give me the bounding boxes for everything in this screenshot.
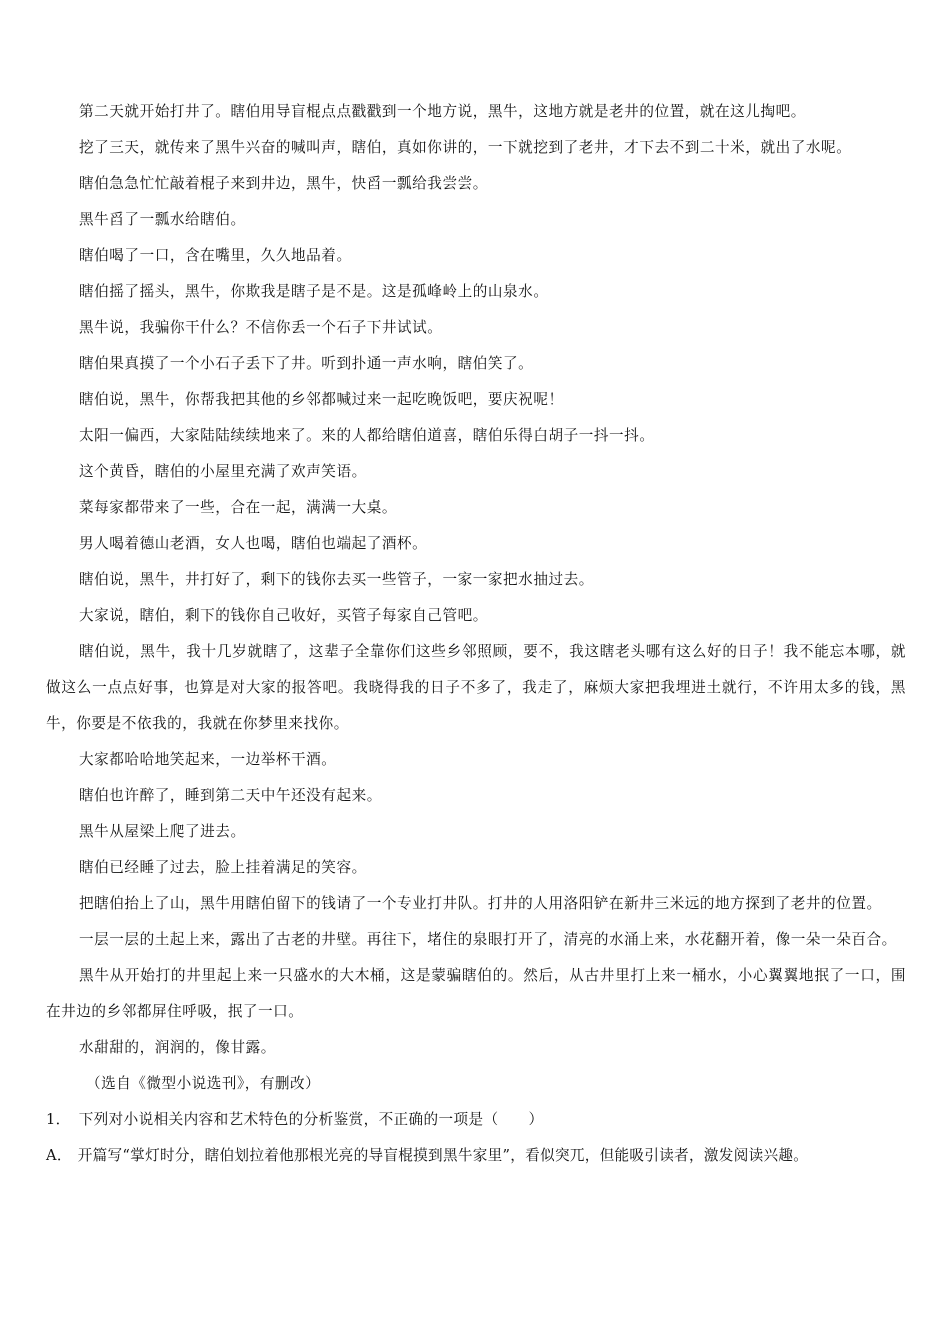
paragraph: 水甜甜的，润润的，像甘露。 xyxy=(79,1039,276,1056)
paragraph: 瞎伯说，黑牛，井打好了，剩下的钱你去买一些管子，一家一家把水抽过去。 xyxy=(79,571,594,588)
document-page xyxy=(46,94,906,1174)
paragraph: 这个黄昏，瞎伯的小屋里充满了欢声笑语。 xyxy=(79,463,367,480)
paragraph: 大家都哈哈地笑起来，一边举杯干酒。 xyxy=(79,751,337,768)
paragraph: 男人喝着德山老酒，女人也喝，瞎伯也端起了酒杯。 xyxy=(79,535,428,552)
paragraph: 瞎伯已经睡了过去，脸上挂着满足的笑容。 xyxy=(79,859,367,876)
paragraph: 菜每家都带来了一些，合在一起，满满一大桌。 xyxy=(79,499,398,516)
source-citation: （选自《微型小说选刊》，有删改） xyxy=(86,1075,321,1092)
paragraph: 黑牛从开始打的井里起上来一只盛水的大木桶，这是蒙骗瞎伯的。然后，从古井里打上来一桶水，小心翼翼地抿了一口，围在井边的乡邻都屏住呼吸，抿了一口。 xyxy=(46,967,906,1020)
option-a xyxy=(46,1138,906,1174)
question-text: 下列对小说相关内容和艺术特色的分析鉴赏，不正确的一项是（ ） xyxy=(78,1111,544,1128)
paragraph: 把瞎伯抬上了山，黑牛用瞎伯留下的钱请了一个专业打井队。打井的人用洛阳铲在新井三米远的地方探到了老井的位置。 xyxy=(79,895,882,912)
option-letter: A． xyxy=(46,1147,72,1164)
paragraph: 一层一层的土起上来，露出了古老的井壁。再往下，堵住的泉眼打开了，清亮的水涌上来，水花翻开着，像一朵一朵百合。 xyxy=(79,931,897,948)
paragraph: 第二天就开始打井了。瞎伯用导盲棍点点戳戳到一个地方说，黑牛，这地方就是老井的位置，就在这儿掏吧。 xyxy=(79,103,806,120)
paragraph: 黑牛舀了一瓢水给瞎伯。 xyxy=(79,211,246,228)
paragraph: 瞎伯喝了一口，含在嘴里，久久地品着。 xyxy=(79,247,352,264)
paragraph: 瞎伯摇了摇头，黑牛，你欺我是瞎子是不是。这是孤峰岭上的山泉水。 xyxy=(79,283,549,300)
paragraph: 瞎伯果真摸了一个小石子丢下了井。听到扑通一声水响，瞎伯笑了。 xyxy=(79,355,534,372)
paragraph: 瞎伯说，黑牛，你帮我把其他的乡邻都喊过来一起吃晚饭吧，要庆祝呢！ xyxy=(79,391,564,408)
question-number: 1． xyxy=(46,1111,71,1128)
question-1 xyxy=(46,1102,906,1138)
paragraph: 瞎伯急急忙忙敲着棍子来到井边，黑牛，快舀一瓢给我尝尝。 xyxy=(79,175,488,192)
paragraph: 太阳一偏西，大家陆陆续续地来了。来的人都给瞎伯道喜，瞎伯乐得白胡子一抖一抖。 xyxy=(79,427,655,444)
paragraph: 大家说，瞎伯，剩下的钱你自己收好，买管子每家自己管吧。 xyxy=(79,607,488,624)
paragraph: 黑牛说，我骗你干什么？不信你丢一个石子下井试试。 xyxy=(79,319,443,336)
paragraph: 挖了三天，就传来了黑牛兴奋的喊叫声，瞎伯，真如你讲的，一下就挖到了老井，才下去不到二十米，就出了水呢。 xyxy=(79,139,852,156)
paragraph: 黑牛从屋梁上爬了进去。 xyxy=(79,823,246,840)
paragraph: 瞎伯说，黑牛，我十几岁就瞎了，这辈子全靠你们这些乡邻照顾，要不，我这瞎老头哪有这么好的日子！我不能忘本哪，就做这么一点点好事，也算是对大家的报答吧。我晓得我的日子不多了，我走了，麻烦大家把我埋进土就行，不许用太多的钱，黑牛，你要是不依我的，我就在你梦里来找你。 xyxy=(46,643,906,732)
paragraph: 瞎伯也许醉了，睡到第二天中午还没有起来。 xyxy=(79,787,382,804)
option-text: 开篇写“掌灯时分，瞎伯划拉着他那根光亮的导盲棍摸到黑牛家里”，看似突兀，但能吸引读者，激发阅读兴趣。 xyxy=(77,1147,809,1164)
